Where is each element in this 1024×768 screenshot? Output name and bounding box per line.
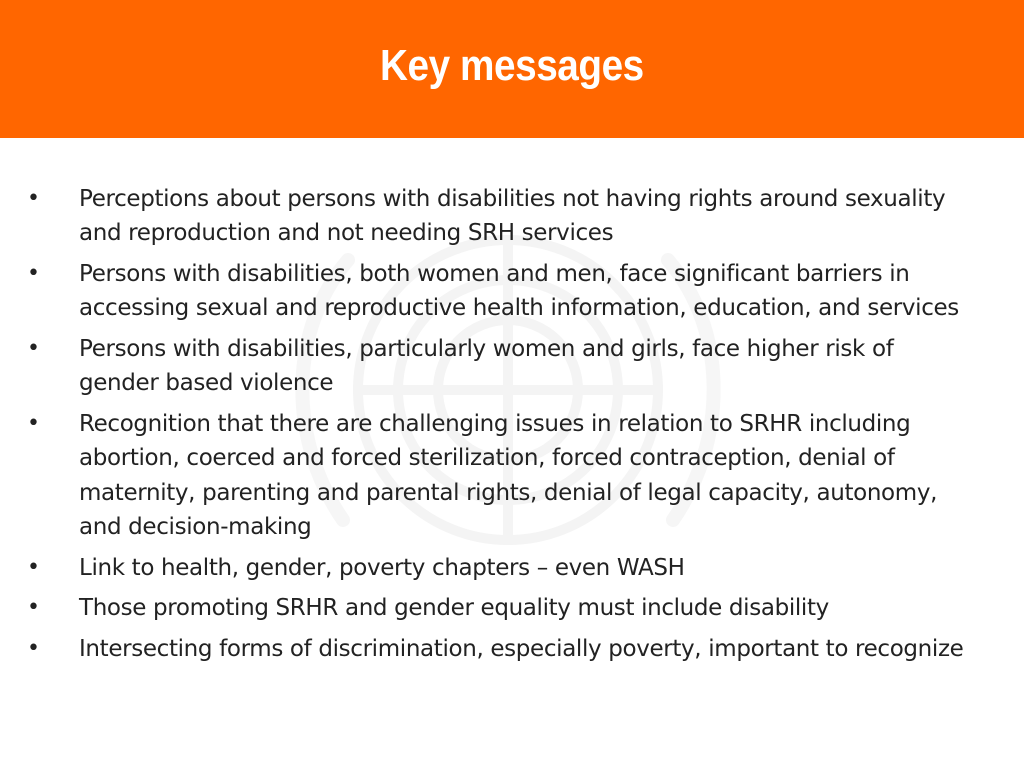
bullet-text: Those promoting SRHR and gender equality must include disability xyxy=(79,595,829,622)
bullet-mark: • xyxy=(27,410,40,436)
bullet-text: Perceptions about persons with disabilities not having rights around sexuality and reproduction and not needing SRH services xyxy=(79,186,946,247)
bullet-mark: • xyxy=(27,635,40,661)
bullet-text: Persons with disabilities, both women and men, face significant barriers in accessing sexual and reproductive health information, education, and services xyxy=(79,260,959,322)
bullet-list xyxy=(0,182,1024,673)
bullet-mark: • xyxy=(27,595,40,621)
bullet-mark: • xyxy=(27,186,40,211)
list-item xyxy=(0,182,1024,251)
bullet-mark: • xyxy=(27,554,40,580)
list-item xyxy=(0,591,1024,625)
bullet-mark: • xyxy=(27,260,40,286)
bullet-text: Recognition that there are challenging issues in relation to SRHR including abortion, coerced and forced sterilization, forced contraception, denial of maternity, parenting and parental rights, denial of legal capacity, autonomy, and decision-making xyxy=(79,410,938,540)
list-item xyxy=(0,257,1024,326)
title-bar xyxy=(0,0,1024,138)
bullet-text: Persons with disabilities, particularly women and girls, face higher risk of gender based violence xyxy=(79,335,894,397)
list-item xyxy=(0,551,1024,585)
list-item xyxy=(0,332,1024,401)
bullet-text: Link to health, gender, poverty chapters – even WASH xyxy=(79,554,685,581)
list-item xyxy=(0,407,1024,544)
slide-title: Key messages xyxy=(380,41,644,90)
bullet-text: Intersecting forms of discrimination, especially poverty, important to recognize xyxy=(79,635,964,662)
bullet-mark: • xyxy=(27,335,40,361)
list-item xyxy=(0,632,1024,666)
